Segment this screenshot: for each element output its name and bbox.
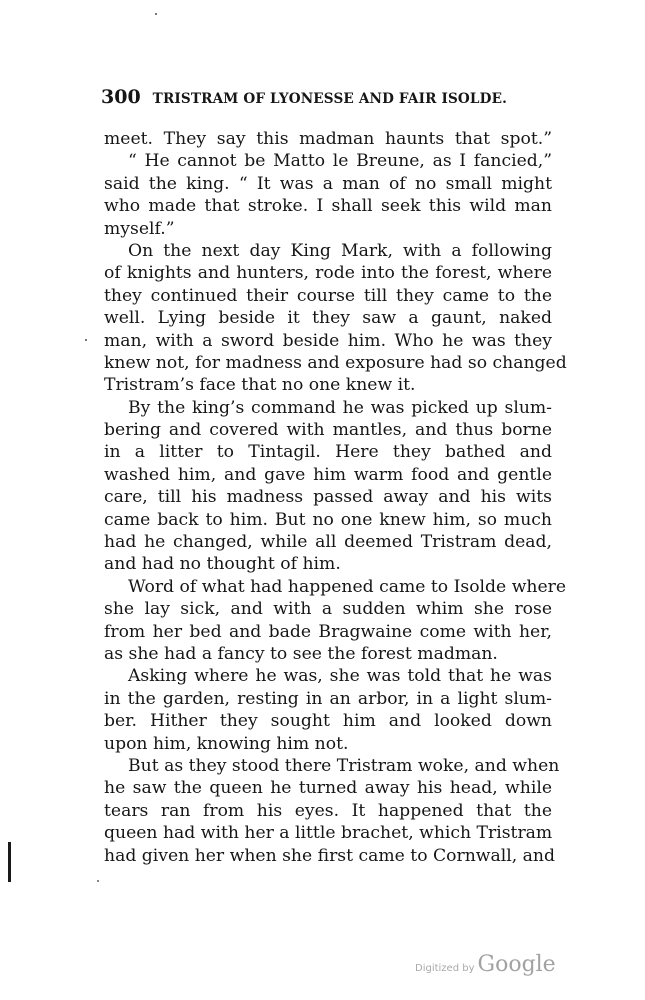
google-watermark <box>415 952 556 977</box>
text-line: came back to him. But no one knew him, so much <box>104 509 552 530</box>
page-number: 300 <box>101 86 141 108</box>
text-line: myself.” <box>104 218 175 239</box>
text-line: he saw the queen he turned away his head, while <box>104 778 552 799</box>
scan-speck <box>85 339 87 341</box>
text-line: “ He cannot be Matto le Breune, as I fancied,” <box>128 151 552 172</box>
scan-speck <box>155 13 157 15</box>
text-line: man, with a sword beside him. Who he was they <box>104 330 552 351</box>
text-line: care, till his madness passed away and his wits <box>104 487 552 508</box>
google-logo: Google <box>477 952 556 977</box>
text-line: But as they stood there Tristram woke, and when <box>128 755 560 776</box>
scan-speck <box>97 880 99 882</box>
text-line: she lay sick, and with a sudden whim she rose <box>104 599 552 620</box>
text-line: queen had with her a little brachet, which Tristram <box>104 823 553 844</box>
text-line: and had no thought of him. <box>104 554 341 575</box>
text-line: meet. They say this madman haunts that spot.” <box>104 129 552 149</box>
text-line: well. Lying beside it they saw a gaunt, naked <box>104 308 552 329</box>
scan-edge-mark <box>8 842 11 882</box>
body-text <box>104 128 567 867</box>
watermark-prefix: Digitized by <box>415 963 475 974</box>
text-line: said the king. “ It was a man of no small might <box>104 173 552 194</box>
text-line: had he changed, while all deemed Tristram dead, <box>104 532 552 553</box>
text-line: they continued their course till they came to the <box>104 285 552 306</box>
text-line: By the king’s command he was picked up slum- <box>128 397 552 418</box>
text-line: who made that stroke. I shall seek this wild man <box>104 196 552 217</box>
text-line: bering and covered with mantles, and thus borne <box>104 420 552 441</box>
text-line: from her bed and bade Bragwaine come with her, <box>104 621 552 642</box>
text-line: had given her when she first came to Cornwall, and <box>104 845 556 866</box>
text-line: Tristram’s face that no one knew it. <box>104 375 416 396</box>
text-line: tears ran from his eyes. It happened that the <box>104 800 552 821</box>
running-head <box>101 86 541 110</box>
text-line: upon him, knowing him not. <box>104 733 349 754</box>
text-line: washed him, and gave him warm food and gentle <box>104 464 552 485</box>
text-line: in the garden, resting in an arbor, in a light slum- <box>104 688 552 709</box>
text-line: Word of what had happened came to Isolde where <box>128 576 567 597</box>
text-line: in a litter to Tintagil. Here they bathed and <box>104 442 552 463</box>
text-line: knew not, for madness and exposure had so changed <box>104 352 567 373</box>
running-title: TRISTRAM OF LYONESSE AND FAIR ISOLDE. <box>152 91 507 107</box>
text-line: ber. Hither they sought him and looked down <box>104 711 552 732</box>
text-line: as she had a fancy to see the forest madman. <box>104 643 498 664</box>
text-line: Asking where he was, she was told that he was <box>128 666 552 687</box>
text-line: of knights and hunters, rode into the forest, where <box>104 263 552 284</box>
text-line: On the next day King Mark, with a following <box>128 240 552 261</box>
